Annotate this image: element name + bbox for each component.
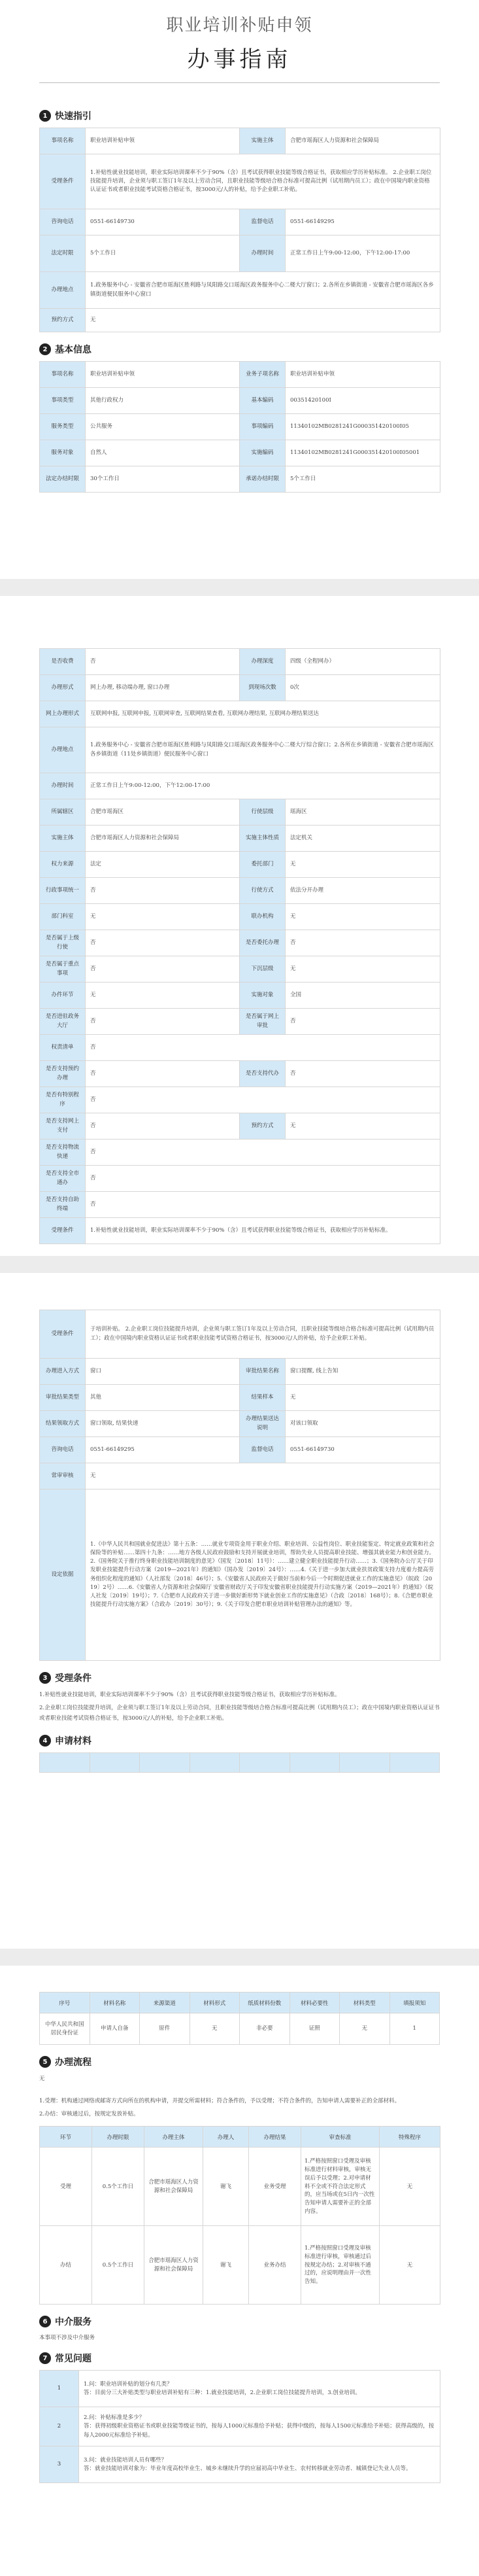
material-copies: 无 <box>190 2013 240 2045</box>
field-label: 结果领取方式 <box>40 1411 86 1437</box>
field-value: 否 <box>86 649 240 675</box>
field-label: 办件环节 <box>40 983 86 1009</box>
section-number-badge: 4 <box>39 1735 51 1747</box>
faq-answer: 答：获得初级职业资格证书或职业技能等级证书的，按每人1000元标准给予补贴；获得中级的，按每人1500元标准给予补贴；获得高级的，按每人2000元标准给予补贴。 <box>84 2423 435 2439</box>
field-label: 到现场次数 <box>240 675 286 701</box>
section-heading-materials <box>39 1734 440 1747</box>
field-label: 是否进驻政务大厅 <box>40 1009 86 1035</box>
field-label: 委托部门 <box>240 852 286 878</box>
field-label: 办理形式 <box>40 675 86 701</box>
field-label: 办理深度 <box>240 649 286 675</box>
field-label: 办理时间 <box>40 773 86 799</box>
field-value: 无 <box>286 904 440 930</box>
field-value: 公共服务 <box>86 414 240 440</box>
field-label: 咨询电话 <box>40 1437 86 1463</box>
field-label: 业务子项名称 <box>240 362 286 388</box>
material-col-blank <box>340 1753 390 1773</box>
field-label: 行政事项统一 <box>40 878 86 904</box>
basic-info-table-1 <box>39 361 440 493</box>
field-label: 常审审核 <box>40 1463 86 1489</box>
flow-person: 谢飞 <box>203 2226 249 2305</box>
section-title: 基本信息 <box>55 345 91 355</box>
field-value: 1.政务服务中心 - 安徽省合肥市瑶海区胜利路与凤阳路交口瑶海区政务服务中心二楼大厅综合窗口；2.各所在乡镇街道 - 安徽省合肥市瑶海区各乡镇街道（11处乡镇街道）便民服务中心窗口 <box>86 727 440 773</box>
field-label: 咨询电话 <box>40 209 86 235</box>
field-label: 法定时限 <box>40 235 86 272</box>
field-label: 事项类型 <box>40 388 86 414</box>
field-value: 否 <box>86 878 240 904</box>
field-label: 联办机构 <box>240 904 286 930</box>
flow-step: 办结 <box>40 2226 92 2305</box>
field-value: 11340102MB0281241G000351420100I05001 <box>286 440 440 466</box>
field-value: 全国 <box>286 983 440 1009</box>
table-row <box>40 2013 440 2045</box>
field-label: 部门科室 <box>40 904 86 930</box>
field-value: 于培训补贴。 2.企业职工岗位技能提升培训，企业须与职工签订1年及以上劳动合同，且职业技能等级培合格合标准可提高比例（试用期内员工）；政在中国境内职业资格认证证书或者职业技能考试资格合格证书，按3000元/人的补贴，给予企业职工补贴。 <box>86 1310 440 1359</box>
field-value: 5个工作日 <box>286 466 440 493</box>
material-name: 中华人民共和国居民身份证 <box>40 2013 90 2045</box>
field-label: 是否支持自助终端 <box>40 1192 86 1218</box>
basic-info-table-3 <box>39 1310 440 1661</box>
field-label: 事项名称 <box>40 128 86 154</box>
field-label: 服务对象 <box>40 440 86 466</box>
accept-condition-2: 2.企业职工岗位技能提升培训，企业须与职工签订1年及以上劳动合同，且职业技能等级培合格合标准可提高比例（试用期内员工）；政在中国境内职业资格认证证书或者职业技能考试资格合格证书，按3000元/人的补贴，给予企业职工补贴。 <box>39 1705 440 1722</box>
field-value: 1.补贴性就业技能培训，职业实际培训课率不少于90%（含）且考试获得职业技能等级合格证书，获取相应学历补贴标准。 <box>86 1218 440 1244</box>
field-value: 1.补贴性就业技能培训，职业实际培训课率不少于90%（含）且考试获得职业技能等级合格证书，获取相应学历补贴标准。 2.企业职工岗位技能提升培训，企业须与职工签订1年及以上劳动合同，且职业技能等级培合格合标准可提高比例（试用期内员工）；政在中国境内职业资格认证证书或者职业技能考试资格合格证书，按3000元/人的补贴，给予企业职工补贴。 <box>86 154 440 209</box>
section-heading-flow <box>39 2055 440 2068</box>
section-heading-faq <box>39 2352 440 2365</box>
field-value: 5个工作日 <box>86 235 240 272</box>
field-label: 审批结果名称 <box>240 1359 286 1385</box>
sheet-4 <box>26 1966 453 2576</box>
field-value: 否 <box>86 1087 440 1113</box>
flow-step-1-text: 1.受理：机构通过网络或邮寄方式向所在的机构申请，并提交所需材料；符合条件的，予以受理；不符合条件的，告知申请人需要补正的全部材料。 <box>39 2098 401 2105</box>
flow-col-header: 环节 <box>40 2127 92 2148</box>
section-heading-agency <box>39 2315 440 2328</box>
field-value: 无 <box>86 983 240 1009</box>
section-heading-basic <box>39 343 440 356</box>
field-value: 法定机关 <box>286 826 440 852</box>
materials-col-header: 材料类型 <box>340 1993 390 2013</box>
faq-number: 3 <box>40 2446 79 2483</box>
field-value: 互联网申报, 互联网申报, 互联网审查, 互联网结果查看, 互联网办理结果, 互联网办理结果送达 <box>86 701 440 727</box>
field-label: 预约方式 <box>240 1113 286 1140</box>
field-value: 窗口提醒, 线上告知 <box>286 1359 440 1385</box>
material-col-blank <box>240 1753 290 1773</box>
field-value: 合肥市瑶海区人力资源和社会保障局 <box>286 128 440 154</box>
flow-standard: 1.严格按照窗口受理及审核标准进行审核，审核通过后按规定办结；2.对审核不通过的，应说明理由并一次性告知。 <box>301 2226 380 2305</box>
section-number-badge: 1 <box>39 110 51 122</box>
field-value: 其他行政权力 <box>86 388 240 414</box>
section-heading-quick <box>39 109 440 122</box>
field-value: 职业培训补贴申领 <box>86 362 240 388</box>
field-value: 无 <box>86 309 440 332</box>
flow-col-header: 办理主体 <box>144 2127 203 2148</box>
faq-question: 3.问：就业技能培训人员有哪些？ <box>84 2456 167 2463</box>
faq-row <box>40 2446 440 2483</box>
field-value: 无 <box>86 904 240 930</box>
section-title: 办理流程 <box>55 2057 91 2068</box>
field-label: 受理条件 <box>40 154 86 209</box>
field-value: 否 <box>286 1061 440 1087</box>
field-value: 否 <box>86 1061 240 1087</box>
flow-limit: 0.5个工作日 <box>92 2148 144 2226</box>
faq-number: 2 <box>40 2407 79 2446</box>
faq-answer: 答：就业技能培训对象为：毕业年度高校毕业生、城乡未继续升学的应届初高中毕业生、农村转移就业劳动者、城镇登记失业人员等。 <box>84 2465 412 2472</box>
page-gap <box>0 1949 479 1966</box>
materials-table <box>39 1992 440 2045</box>
section-number-badge: 6 <box>39 2316 51 2327</box>
field-label: 预约方式 <box>40 309 86 332</box>
sheet-2 <box>26 596 453 1256</box>
field-label: 办理进入方式 <box>40 1359 86 1385</box>
field-label: 实施主体性质 <box>240 826 286 852</box>
field-value: 无 <box>286 1113 440 1140</box>
material-required: 非必要 <box>240 2013 290 2045</box>
material-source: 申请人自备 <box>90 2013 140 2045</box>
field-value: 否 <box>286 1009 440 1035</box>
page-gap <box>0 579 479 596</box>
flow-col-header: 特殊程序 <box>380 2127 440 2148</box>
flow-body: 合肥市瑶海区人力资源和社会保障局 <box>144 2148 203 2226</box>
doc-top-title: 职业培训补贴申领 <box>166 16 313 35</box>
field-value: 合肥市瑶海区人力资源和社会保障局 <box>86 826 240 852</box>
field-label: 基本编码 <box>240 388 286 414</box>
field-label: 是否收费 <box>40 649 86 675</box>
agency-note: 本事项不涉及中介服务 <box>39 2335 95 2342</box>
field-label: 审批结果类型 <box>40 1385 86 1411</box>
field-label: 办理时间 <box>240 235 286 272</box>
field-label: 权责清单 <box>40 1035 86 1061</box>
flow-intro: 无 <box>39 2076 45 2082</box>
field-value: 0551-66149295 <box>286 209 440 235</box>
basic-info-table-2 <box>39 648 440 1244</box>
faq-number: 1 <box>40 2371 79 2407</box>
section-number-badge: 3 <box>39 1672 51 1684</box>
material-col-blank <box>289 1753 340 1773</box>
faq-table <box>39 2370 440 2483</box>
field-value: 否 <box>86 1113 240 1140</box>
field-value: 11340102MB0281241G000351420100I05 <box>286 414 440 440</box>
flow-col-header: 办理结果 <box>249 2127 301 2148</box>
section-title: 常见问题 <box>55 2354 91 2365</box>
field-label: 权力来源 <box>40 852 86 878</box>
field-value: 法定 <box>86 852 240 878</box>
section-number-badge: 7 <box>39 2352 51 2364</box>
flow-limit: 0.5个工作日 <box>92 2226 144 2305</box>
field-label: 设定依据 <box>40 1489 86 1661</box>
field-value: 无 <box>86 1463 440 1489</box>
field-value: 窗口领取, 结果快递 <box>86 1411 240 1437</box>
field-label: 实施编码 <box>240 440 286 466</box>
section-title: 受理条件 <box>55 1673 91 1684</box>
field-value: 否 <box>86 956 240 983</box>
doc-main-title: 办事指南 <box>187 46 292 73</box>
field-label: 下沉层级 <box>240 956 286 983</box>
section-title: 快速指引 <box>55 111 91 122</box>
flow-col-header: 办理人 <box>203 2127 249 2148</box>
field-value: 否 <box>86 1035 440 1061</box>
field-value: 正常工作日上午9:00-12:00，下午12:00-17:00 <box>86 773 440 799</box>
field-label: 是否属于网上审批 <box>240 1009 286 1035</box>
field-value: 合肥市瑶海区 <box>86 799 240 826</box>
quick-guide-table <box>39 128 440 332</box>
page-gap <box>0 1256 479 1273</box>
material-col-blank <box>140 1753 190 1773</box>
field-value: 职业培训补贴申领 <box>86 128 240 154</box>
field-value: 否 <box>86 1192 440 1218</box>
flow-person: 谢飞 <box>203 2148 249 2226</box>
field-label: 结果样本 <box>240 1385 286 1411</box>
field-label: 实施主体 <box>40 826 86 852</box>
field-label: 是否支持网上支付 <box>40 1113 86 1140</box>
field-label: 行使层级 <box>240 799 286 826</box>
faq-row <box>40 2407 440 2446</box>
field-label: 办理地点 <box>40 272 86 309</box>
material-form: 原件 <box>140 2013 190 2045</box>
field-value: 对该口领取 <box>286 1411 440 1437</box>
sheet-1 <box>26 0 453 579</box>
field-label: 是否支持全市通办 <box>40 1166 86 1192</box>
flow-standard: 1.严格按照窗口受理及审核标准进行材料审核，审核无误后予以受理；2.对申请材料不全或不符合法定形式的，应当场或在5日内一次性告知申请人需要补正的全部内容。 <box>301 2148 380 2226</box>
field-label: 是否委托办理 <box>240 930 286 956</box>
field-label: 法定办结时限 <box>40 466 86 493</box>
field-value: 00351420100I <box>286 388 440 414</box>
field-value: 正常工作日上午9:00-12:00，下午12:00-17:00 <box>286 235 440 272</box>
field-label: 是否属于重点事项 <box>40 956 86 983</box>
field-label: 受理条件 <box>40 1310 86 1359</box>
materials-col-header: 材料必要性 <box>289 1993 340 2013</box>
field-label: 监督电话 <box>240 209 286 235</box>
field-value: 否 <box>86 930 240 956</box>
field-value: 无 <box>286 1385 440 1411</box>
accept-condition-1: 1.补贴性就业技能培训，职业实际培训课率不少于90%（含）且考试获得职业技能等级合格证书，获取相应学历补贴标准。 <box>39 1692 340 1698</box>
field-label: 是否有特别程序 <box>40 1087 86 1113</box>
materials-col-header: 填报须知 <box>389 1993 440 2013</box>
section-number-badge: 2 <box>39 343 51 355</box>
section-title: 申请材料 <box>55 1736 91 1747</box>
field-value: 0551-66149295 <box>86 1437 240 1463</box>
field-value: 否 <box>86 1009 240 1035</box>
flow-col-header: 审查标准 <box>301 2127 380 2148</box>
field-label: 实施主体 <box>240 128 286 154</box>
section-number-badge: 5 <box>39 2056 51 2068</box>
field-value: 0551-66149730 <box>286 1437 440 1463</box>
field-value: 窗口 <box>86 1359 240 1385</box>
field-label: 事项编码 <box>240 414 286 440</box>
field-value: 30个工作日 <box>86 466 240 493</box>
field-value: 否 <box>286 930 440 956</box>
field-value: 无 <box>286 956 440 983</box>
flow-step: 受理 <box>40 2148 92 2226</box>
flow-result: 业务办结 <box>249 2226 301 2305</box>
field-value: 0551-66149730 <box>86 209 240 235</box>
materials-col-header: 来源渠道 <box>140 1993 190 2013</box>
flow-body: 合肥市瑶海区人力资源和社会保障局 <box>144 2226 203 2305</box>
field-value: 网上办理, 移动端办理, 窗口办理 <box>86 675 240 701</box>
faq-row <box>40 2371 440 2407</box>
field-label: 是否支持物流快递 <box>40 1140 86 1166</box>
field-value: 四级（全程网办） <box>286 649 440 675</box>
field-value: 瑶海区 <box>286 799 440 826</box>
field-value: 职业培训补贴申领 <box>286 362 440 388</box>
field-value: 依法分开办理 <box>286 878 440 904</box>
title-divider <box>39 82 440 83</box>
faq-answer: 答：目前分三大补贴类型与职业培训补贴有三种：1.就业技能培训，2.企业职工岗位技能提升培训，3.创业培训。 <box>84 2389 361 2396</box>
field-value: 其他 <box>86 1385 240 1411</box>
flow-table <box>39 2126 440 2305</box>
materials-col-header: 材料名称 <box>90 1993 140 2013</box>
material-note: 无 <box>340 2013 390 2045</box>
field-label: 事项名称 <box>40 362 86 388</box>
field-label: 承诺办结时限 <box>240 466 286 493</box>
materials-col-header: 序号 <box>40 1993 90 2013</box>
field-label: 所属辖区 <box>40 799 86 826</box>
section-heading-accept <box>39 1671 440 1684</box>
field-value: 否 <box>86 1140 440 1166</box>
material-col-blank <box>190 1753 240 1773</box>
field-label: 是否支持代办 <box>240 1061 286 1087</box>
field-label: 服务类型 <box>40 414 86 440</box>
material-col-blank <box>389 1753 440 1773</box>
field-label: 办理结果送达说明 <box>240 1411 286 1437</box>
flow-special: 无 <box>380 2226 440 2305</box>
field-value: 无 <box>286 852 440 878</box>
field-label: 是否支持预约办理 <box>40 1061 86 1087</box>
field-label: 实施对象 <box>240 983 286 1009</box>
section-title: 中介服务 <box>55 2317 91 2328</box>
material-col-blank <box>40 1753 90 1773</box>
materials-col-header: 材料形式 <box>190 1993 240 2013</box>
field-value: 自然人 <box>86 440 240 466</box>
materials-header-strip <box>39 1752 440 1773</box>
materials-col-header: 纸质材料份数 <box>240 1993 290 2013</box>
field-value: 1.政务服务中心 - 安徽省合肥市瑶海区胜利路与凤阳路交口瑶海区政务服务中心二楼大厅窗口；2.各所在乡镇街道 - 安徽省合肥市瑶海区各乡镇街道便民服务中心窗口 <box>86 272 440 309</box>
field-label: 办理地点 <box>40 727 86 773</box>
material-index: 1 <box>389 2013 440 2045</box>
material-col-blank <box>90 1753 140 1773</box>
flow-col-header: 办理时限 <box>92 2127 144 2148</box>
sheet-3 <box>26 1273 453 1949</box>
field-value: 1.《中华人民共和国就业促进法》第十五条：……就业专项资金用于职业介绍、职业培训、公益性岗位、职业技能鉴定、特定就业政策和社会保险等的补贴……第四十九条：……地方各级人民政府鼓励和支持开展就业培训，帮助失业人员提高职业技能、增强其就业能力和创业能力。2.《国务院关于推行终身职业技能培训制度的意见》（国发〔2018〕11号）：……建立健全职业技能提升行动……；3.《国务院办公厅关于印发职业技能提升行动方案（2019—2021年）的通知》（国办发〔2019〕24号）：……4.《关于进一步加大就业扶贫政策支持力度着力提高劳务组织化程度的通知》（人社部发〔2018〕46号）；5.《安徽省人民政府关于做好当前和今后一个时期促进就业工作的实施意见》（皖政〔2019〕2号）……6.《安徽省人力资源和社会保障厅 安徽省财政厅关于印发安徽省职业技能提升行动实施方案（2019—2021年）的通知》（皖人社发〔2019〕19号）；7.《合肥市人民政府关于进一步做好新形势下就业创业工作的实施意见》（合政〔2018〕168号）；8.《合肥市职业技能提升行动实施方案》（合政办〔2019〕30号）；9.《关于印发合肥市职业培训补贴管理办法的通知》等。 <box>86 1489 440 1661</box>
field-label: 网上办理形式 <box>40 701 86 727</box>
material-type: 证照 <box>289 2013 340 2045</box>
table-row <box>40 2226 440 2305</box>
field-label: 行使方式 <box>240 878 286 904</box>
flow-result: 业务受理 <box>249 2148 301 2226</box>
flow-step-2-text: 2.办结：审核通过后，按规定发放补贴。 <box>39 2111 139 2118</box>
field-value: 0次 <box>286 675 440 701</box>
field-value: 否 <box>86 1166 440 1192</box>
table-row <box>40 2148 440 2226</box>
faq-question: 2.问：补贴标准是多少？ <box>84 2414 145 2422</box>
faq-question: 1.问：职业培训补贴的划分有几类？ <box>84 2380 173 2388</box>
field-label: 监督电话 <box>240 1437 286 1463</box>
flow-special: 无 <box>380 2148 440 2226</box>
field-label: 是否属于上级行使 <box>40 930 86 956</box>
field-label: 受理条件 <box>40 1218 86 1244</box>
